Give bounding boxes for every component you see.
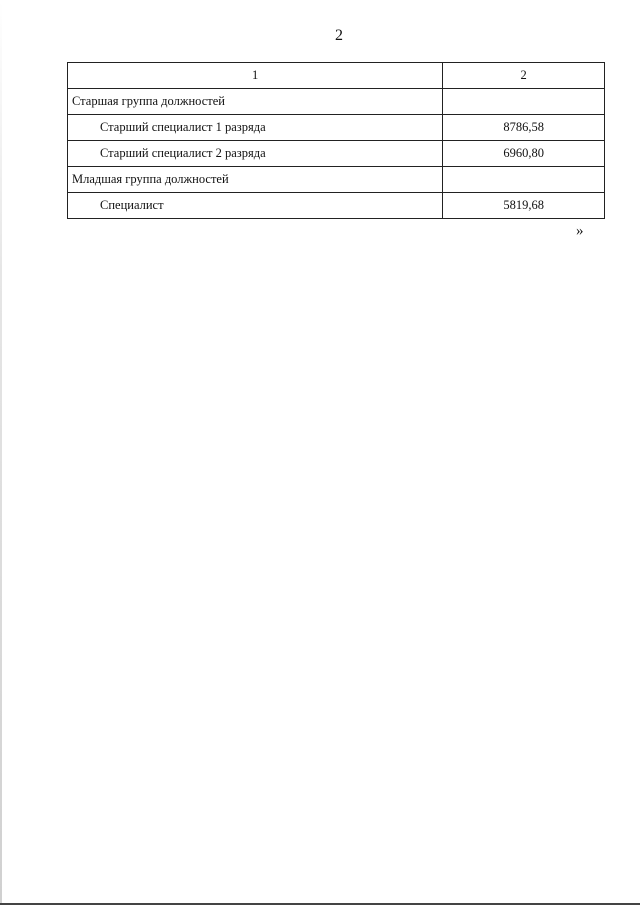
group-label: Старшая группа должностей [68, 89, 443, 115]
group-value [443, 167, 605, 193]
table-row [68, 115, 605, 141]
position-label: Старший специалист 1 разряда [68, 115, 443, 141]
scan-left-edge [0, 0, 2, 905]
table-row-group-junior [68, 167, 605, 193]
position-label: Специалист [68, 193, 443, 219]
column-header-2: 2 [443, 63, 605, 89]
table-row [68, 141, 605, 167]
table-row-group-senior [68, 89, 605, 115]
group-value [443, 89, 605, 115]
salary-table [67, 62, 605, 219]
closing-quote: » [576, 223, 584, 239]
salary-value: 5819,68 [443, 193, 605, 219]
table-header-row [68, 63, 605, 89]
salary-value: 6960,80 [443, 141, 605, 167]
group-label: Младшая группа должностей [68, 167, 443, 193]
column-header-1: 1 [68, 63, 443, 89]
salary-value: 8786,58 [443, 115, 605, 141]
page-number: 2 [335, 27, 343, 44]
position-label: Старший специалист 2 разряда [68, 141, 443, 167]
table-row [68, 193, 605, 219]
